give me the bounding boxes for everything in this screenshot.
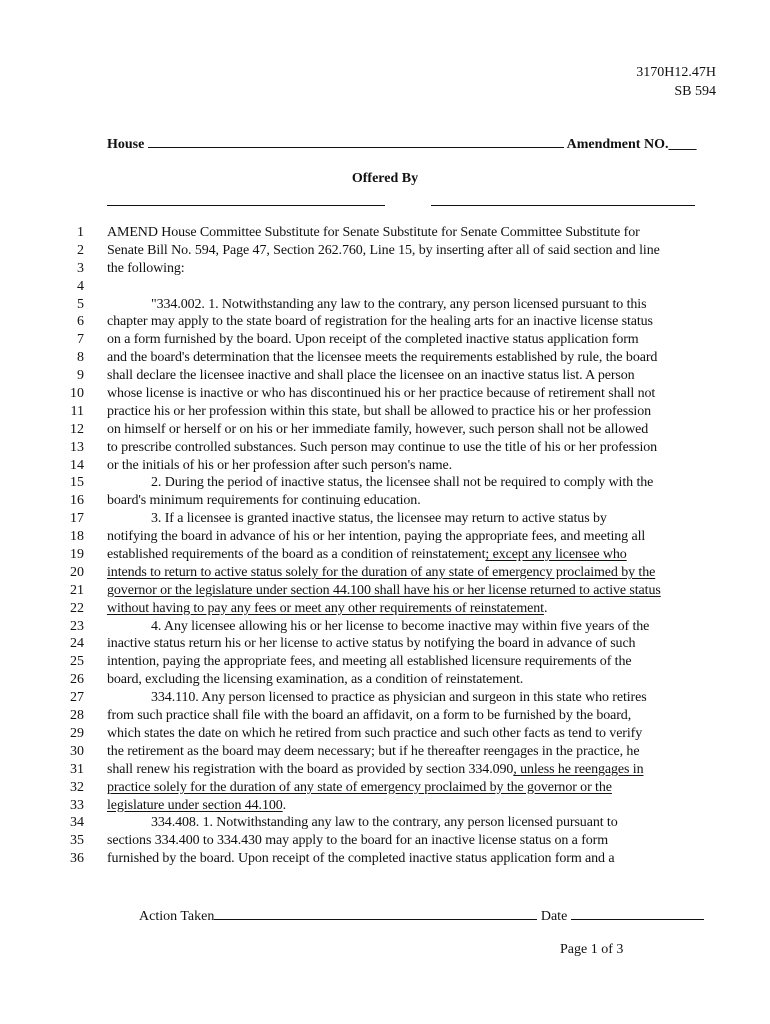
offered-by-label: Offered By xyxy=(351,171,419,186)
text-segment: the following: xyxy=(107,260,185,276)
text-segment: 2. During the period of inactive status, the licensee shall not be required to comply with the xyxy=(151,475,654,491)
numbered-line xyxy=(0,564,770,582)
line-number: 6 xyxy=(77,314,84,330)
line-number: 14 xyxy=(70,457,84,473)
numbered-line xyxy=(0,797,770,815)
line-text xyxy=(107,546,627,564)
text-segment: AMEND House Committee Substitute for Senate Substitute for Senate Committee Substitute for xyxy=(107,225,640,240)
inserted-text: governor or the legislature under section 44.100 shall have his or her license returned to active status xyxy=(107,582,661,598)
line-text xyxy=(107,779,612,797)
date-blank xyxy=(571,906,704,920)
inserted-text: , unless he reengages in xyxy=(513,761,644,777)
line-number: 2 xyxy=(77,242,84,258)
line-text xyxy=(107,421,648,439)
line-text xyxy=(107,707,631,725)
line-text xyxy=(107,510,607,528)
line-text xyxy=(107,653,631,671)
numbered-line xyxy=(0,403,770,421)
line-text xyxy=(107,385,655,403)
numbered-line xyxy=(0,421,770,439)
action-taken-blank xyxy=(214,906,537,920)
sponsor-signature-line-left xyxy=(107,205,385,206)
amendment-body xyxy=(0,224,770,868)
line-number: 26 xyxy=(70,672,84,688)
house-blank xyxy=(148,134,564,148)
numbered-line xyxy=(0,331,770,349)
numbered-line xyxy=(0,779,770,797)
text-segment: notifying the board in advance of his or her intention, paying the appropriate fees, and meeting all xyxy=(107,529,646,545)
document-id-block xyxy=(636,63,716,101)
line-number: 29 xyxy=(70,725,84,741)
line-number: 3 xyxy=(77,260,84,276)
text-segment: "334.002. 1. Notwithstanding any law to the contrary, any person licensed pursuant to this xyxy=(151,296,647,312)
text-segment: shall renew his registration with the board as provided by section 334.090 xyxy=(107,761,514,777)
numbered-line xyxy=(0,582,770,600)
bill-number: SB 594 xyxy=(674,84,716,99)
date-label: Date xyxy=(540,909,568,924)
action-taken-line xyxy=(139,906,704,925)
inserted-text: practice solely for the duration of any state of emergency proclaimed by the governor or the xyxy=(107,779,612,795)
line-text xyxy=(107,725,642,743)
text-segment: . xyxy=(543,600,548,616)
numbered-line xyxy=(0,492,770,510)
line-text xyxy=(107,832,608,850)
line-number: 35 xyxy=(70,833,84,849)
line-number: 24 xyxy=(70,636,84,652)
text-segment: to prescribe controlled substances. Such person may continue to use the title of his or her profession xyxy=(107,439,658,455)
text-segment: on a form furnished by the board. Upon receipt of the completed inactive status application form xyxy=(107,332,639,348)
line-number: 11 xyxy=(70,403,84,419)
line-text xyxy=(107,814,618,832)
line-text xyxy=(107,600,547,618)
line-text xyxy=(107,850,614,868)
line-text xyxy=(107,242,660,260)
text-segment: inactive status return his or her license to active status by notifying the board in advance of such xyxy=(107,636,636,652)
numbered-line xyxy=(0,832,770,850)
numbered-line xyxy=(0,367,770,385)
text-segment: intention, paying the appropriate fees, and meeting all established licensure requirements of the xyxy=(107,654,632,670)
line-number: 25 xyxy=(70,654,84,670)
numbered-line xyxy=(0,296,770,314)
amendment-number-label: Amendment NO.____ xyxy=(566,137,697,152)
line-text xyxy=(107,403,651,421)
line-number: 12 xyxy=(70,421,84,437)
numbered-line xyxy=(0,457,770,475)
numbered-line xyxy=(0,242,770,260)
numbered-line xyxy=(0,689,770,707)
line-number: 10 xyxy=(70,386,84,402)
text-segment: the retirement as the board may deem necessary; but if he thereafter reengages in the practice, he xyxy=(107,743,640,759)
text-segment: or the initials of his or her profession after such person's name. xyxy=(107,457,453,473)
text-segment: practice his or her profession within this state, but shall be allowed to practice his or her profession xyxy=(107,403,652,419)
numbered-line xyxy=(0,260,770,278)
line-number: 30 xyxy=(70,743,84,759)
line-text xyxy=(107,492,421,510)
line-text xyxy=(107,313,653,331)
text-segment: sections 334.400 to 334.430 may apply to the board for an inactive license status on a form xyxy=(107,833,609,849)
inserted-text: ; except any licensee who xyxy=(485,547,627,563)
inserted-text: intends to return to active status solely for the duration of any state of emergency proclaimed by the xyxy=(107,564,656,580)
text-segment: shall declare the licensee inactive and shall place the licensee on an inactive status list. A person xyxy=(107,368,635,384)
text-segment: on himself or herself or on his or her immediate family, however, such person shall not be allowed xyxy=(107,421,649,437)
line-text xyxy=(107,439,657,457)
doc-code: 3170H12.47H xyxy=(636,65,716,80)
house-amendment-line xyxy=(107,134,712,154)
text-segment: established requirements of the board as a condition of reinstatement xyxy=(107,547,486,563)
text-segment: board, excluding the licensing examination, as a condition of reinstatement. xyxy=(107,672,524,688)
numbered-line xyxy=(0,474,770,492)
line-text xyxy=(107,564,655,582)
numbered-line xyxy=(0,707,770,725)
text-segment: . xyxy=(282,797,287,813)
text-segment: which states the date on which he retired from such practice and such other facts as tend to verify xyxy=(107,725,643,741)
line-number: 32 xyxy=(70,779,84,795)
text-segment: 334.110. Any person licensed to practice as physician and surgeon in this state who retires xyxy=(151,690,647,706)
line-text xyxy=(107,582,661,600)
line-number: 22 xyxy=(70,600,84,616)
numbered-line xyxy=(0,385,770,403)
line-number: 31 xyxy=(70,761,84,777)
inserted-text: legislature under section 44.100 xyxy=(107,797,283,813)
text-segment: 3. If a licensee is granted inactive status, the licensee may return to active status by xyxy=(151,511,607,527)
numbered-line xyxy=(0,743,770,761)
text-segment: board's minimum requirements for continuing education. xyxy=(107,493,421,509)
line-number: 33 xyxy=(70,797,84,813)
line-text xyxy=(107,331,639,349)
line-text xyxy=(107,224,640,242)
line-text xyxy=(107,761,643,779)
page-number: Page 1 of 3 xyxy=(560,942,624,957)
text-segment: chapter may apply to the state board of registration for the healing arts for an inactive license status xyxy=(107,314,653,330)
line-number: 16 xyxy=(70,493,84,509)
line-number: 1 xyxy=(77,225,84,240)
line-number: 5 xyxy=(77,296,84,312)
line-text xyxy=(107,367,635,385)
text-segment: Senate Bill No. 594, Page 47, Section 262.760, Line 15, by inserting after all of said section and line xyxy=(107,242,660,258)
line-number: 27 xyxy=(70,690,84,706)
numbered-line xyxy=(0,439,770,457)
numbered-line xyxy=(0,671,770,689)
line-text xyxy=(107,743,639,761)
line-text xyxy=(107,296,646,314)
line-text xyxy=(107,671,523,689)
numbered-line xyxy=(0,653,770,671)
numbered-line xyxy=(0,814,770,832)
numbered-line xyxy=(0,546,770,564)
line-number: 17 xyxy=(70,511,84,527)
numbered-line xyxy=(0,528,770,546)
line-number: 15 xyxy=(70,475,84,491)
text-segment: furnished by the board. Upon receipt of the completed inactive status application form and a xyxy=(107,851,615,867)
house-label: House xyxy=(107,137,145,152)
line-text xyxy=(107,797,286,815)
line-number: 20 xyxy=(70,564,84,580)
text-segment: 334.408. 1. Notwithstanding any law to the contrary, any person licensed pursuant to xyxy=(151,815,618,831)
line-number: 28 xyxy=(70,708,84,724)
text-segment: whose license is inactive or who has discontinued his or her practice because of retirement shall not xyxy=(107,386,656,402)
numbered-line xyxy=(0,725,770,743)
line-number: 23 xyxy=(70,618,84,634)
numbered-line xyxy=(0,761,770,779)
line-number: 9 xyxy=(77,368,84,384)
line-text xyxy=(107,260,185,278)
line-number: 19 xyxy=(70,547,84,563)
line-text xyxy=(107,689,647,707)
numbered-line xyxy=(0,635,770,653)
line-number: 34 xyxy=(70,815,84,831)
line-text xyxy=(107,618,649,636)
numbered-line xyxy=(0,618,770,636)
numbered-line xyxy=(0,510,770,528)
line-number: 18 xyxy=(70,529,84,545)
text-segment: 4. Any licensee allowing his or her license to become inactive may within five years of the xyxy=(151,618,650,634)
text-segment: and the board's determination that the licensee meets the requirements established by rule, the board xyxy=(107,350,658,366)
line-text xyxy=(107,457,452,475)
line-number: 36 xyxy=(70,851,84,867)
line-text xyxy=(107,635,635,653)
numbered-line xyxy=(0,349,770,367)
text-segment: from such practice shall file with the board an affidavit, on a form to be furnished by the board, xyxy=(107,708,632,724)
numbered-line xyxy=(0,850,770,868)
numbered-line xyxy=(0,224,770,242)
line-number: 8 xyxy=(77,350,84,366)
line-number: 21 xyxy=(70,582,84,598)
sponsor-signature-line-right xyxy=(431,205,695,206)
action-taken-label: Action Taken xyxy=(139,909,215,924)
numbered-line xyxy=(0,313,770,331)
inserted-text: without having to pay any fees or meet any other requirements of reinstatement xyxy=(107,600,544,616)
line-number: 13 xyxy=(70,439,84,455)
line-number: 4 xyxy=(77,278,84,294)
numbered-line xyxy=(0,600,770,618)
numbered-line xyxy=(0,278,770,296)
line-text xyxy=(107,474,653,492)
line-text xyxy=(107,528,645,546)
line-text xyxy=(107,349,657,367)
line-number: 7 xyxy=(77,332,84,348)
